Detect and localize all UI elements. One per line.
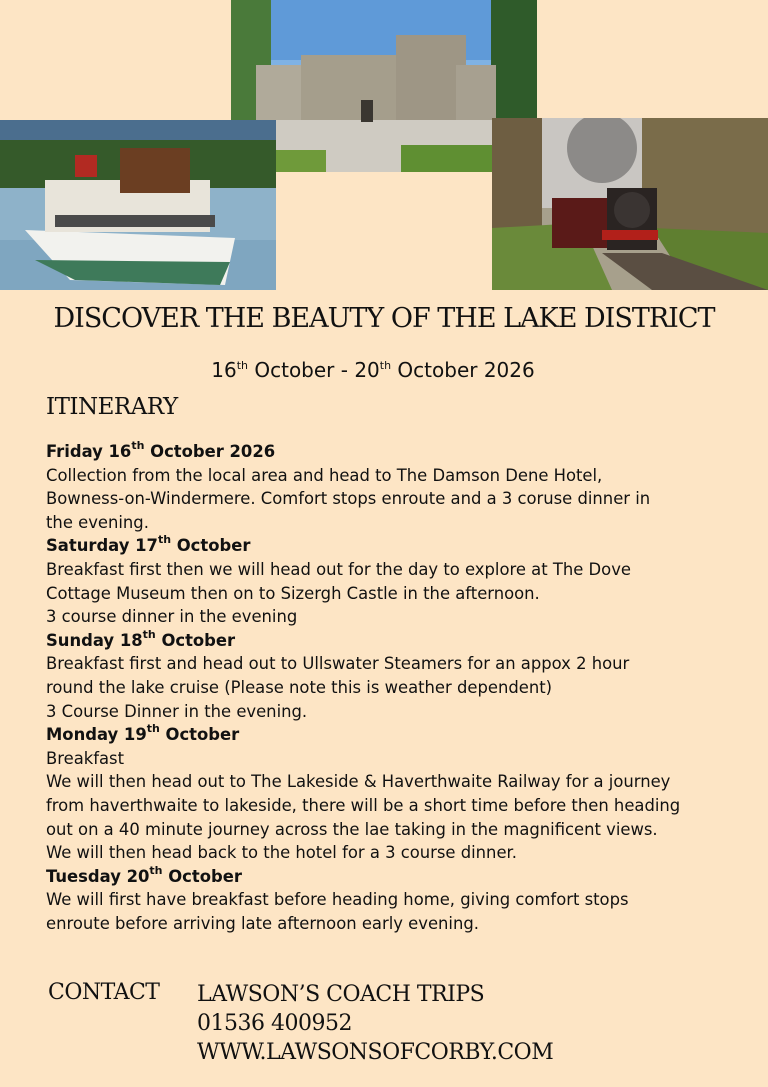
- day-line: Breakfast: [46, 748, 125, 768]
- date-end-month: October 2026: [391, 358, 535, 382]
- day-heading: [46, 723, 746, 747]
- steamer-boat-photo: [0, 120, 276, 290]
- steam-train-photo: [492, 118, 768, 290]
- company-name: LAWSON’S COACH TRIPS: [197, 982, 485, 1007]
- page-title: DISCOVER THE BEAUTY OF THE LAKE DISTRICT: [53, 303, 715, 334]
- day-line: Breakfast first then we will head out for the day to explore at The Dove: [46, 559, 631, 579]
- day-sunday: [46, 629, 746, 723]
- day-heading-suffix: th: [142, 627, 156, 641]
- day-heading: [46, 440, 746, 464]
- contact-label: CONTACT: [48, 980, 160, 1005]
- day-line: Breakfast first and head out to Ullswater Steamers for an appox 2 hour: [46, 654, 630, 674]
- day-tuesday: [46, 865, 746, 936]
- day-line: We will first have breakfast before heading home, giving comfort stops: [46, 890, 629, 910]
- day-line: Bowness-on-Windermere. Comfort stops enroute and a 3 coruse dinner in: [46, 489, 651, 509]
- phone-number: 01536 400952: [197, 1011, 352, 1036]
- day-heading-suffix: th: [149, 863, 163, 877]
- day-heading-rest: October: [162, 866, 242, 886]
- day-line: 3 Course Dinner in the evening.: [46, 701, 308, 721]
- day-line: Cottage Museum then on to Sizergh Castle in the afternoon.: [46, 583, 540, 603]
- day-heading-name: Sunday 18: [46, 630, 143, 650]
- date-start-month: October -: [248, 358, 355, 382]
- day-heading: [46, 534, 746, 558]
- day-heading: [46, 629, 746, 653]
- itinerary-days: [46, 440, 746, 935]
- day-heading-suffix: th: [146, 722, 160, 736]
- day-saturday: [46, 534, 746, 628]
- day-line: Collection from the local area and head to The Damson Dene Hotel,: [46, 465, 603, 485]
- day-friday: [46, 440, 746, 534]
- day-heading-name: Tuesday 20: [46, 866, 150, 886]
- day-heading-suffix: th: [157, 533, 172, 547]
- day-heading-name: Saturday 17: [46, 536, 158, 556]
- day-heading-name: Monday 19: [46, 725, 147, 745]
- website-link[interactable]: WWW.LAWSONSOFCORBY.COM: [197, 1040, 554, 1065]
- day-line: We will then head back to the hotel for a 3 course dinner.: [46, 843, 517, 863]
- day-line: We will then head out to The Lakeside & Haverthwaite Railway for a journey: [46, 772, 671, 792]
- day-line: round the lake cruise (Please note this is weather dependent): [46, 677, 553, 697]
- date-start-suffix: th: [236, 359, 248, 372]
- day-line: from haverthwaite to lakeside, there will be a short time before then heading: [46, 795, 681, 815]
- day-line: the evening.: [46, 512, 149, 532]
- day-heading-rest: October: [155, 630, 236, 650]
- itinerary-heading: ITINERARY: [46, 394, 178, 420]
- day-heading-suffix: th: [131, 439, 145, 452]
- day-monday: [46, 723, 746, 865]
- day-line: out on a 40 minute journey across the lae taking in the magnificent views.: [46, 819, 658, 839]
- trip-dates: [0, 358, 746, 382]
- day-heading-rest: October 2026: [144, 442, 276, 461]
- date-end-day: 20: [354, 358, 380, 382]
- day-heading-name: Friday 16: [46, 442, 132, 461]
- day-heading: [46, 865, 746, 889]
- day-line: 3 course dinner in the evening: [46, 607, 298, 627]
- day-heading-rest: October: [171, 536, 251, 556]
- date-start-day: 16: [211, 358, 237, 382]
- day-line: enroute before arriving late afternoon early evening.: [46, 913, 479, 933]
- day-heading-rest: October: [159, 725, 240, 745]
- date-end-suffix: th: [379, 359, 392, 372]
- contact-details: [197, 980, 553, 1067]
